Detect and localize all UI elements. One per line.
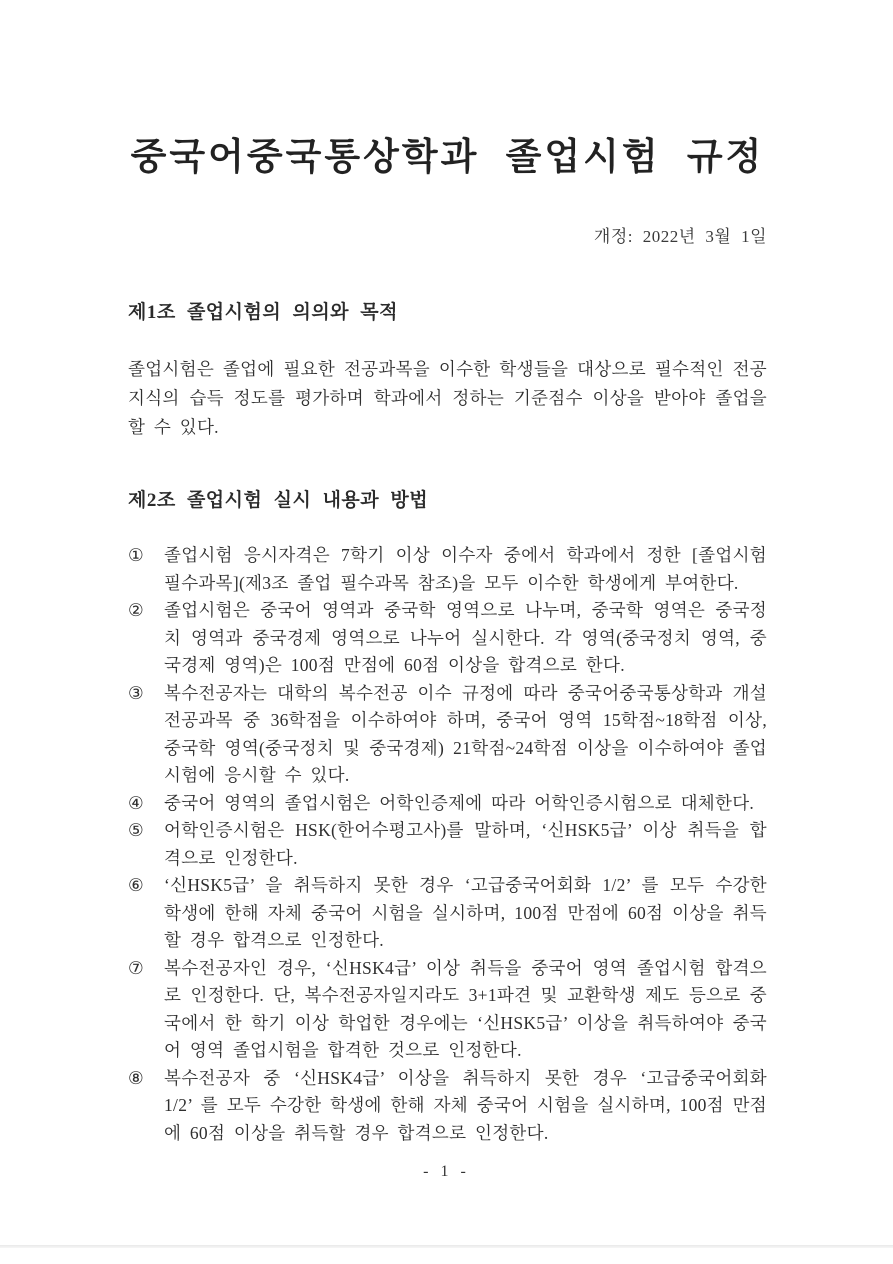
section-1-paragraph: 졸업시험은 졸업에 필요한 전공과목을 이수한 학생들을 대상으로 필수적인 전공지식의 습득 정도를 평가하며 학과에서 정하는 기준점수 이상을 받아야 졸업을 할 수 있다. — [128, 359, 767, 437]
list-item — [128, 955, 767, 1065]
list-item — [128, 872, 767, 955]
list-item — [128, 790, 767, 818]
list-item — [128, 817, 767, 872]
item-text: 복수전공자인 경우, ‘신HSK4급’ 이상 취득을 중국어 영역 졸업시험 합격으로 인정한다. 단, 복수전공자일지라도 3+1파견 및 교환학생 제도 등으로 중국에서 한 학기 이상 학업한 경우에는 ‘신HSK5급’ 이상을 취득하여야 중국어 영역 졸업시험을 합격한 것으로 인정한다. — [164, 957, 767, 1060]
revision-date: 개정: 2022년 3월 1일 — [593, 227, 767, 246]
item-marker: ① — [128, 545, 144, 565]
item-text: 복수전공자 중 ‘신HSK4급’ 이상을 취득하지 못한 경우 ‘고급중국어회화 1/2’ 를 모두 수강한 학생에 한해 자체 중국어 시험을 실시하며, 100점 만점에 60점 이상을 취득할 경우 합격으로 인정한다. — [164, 1067, 767, 1143]
item-marker: ⑦ — [128, 957, 144, 978]
numbered-list — [128, 542, 767, 1147]
item-text: ‘신HSK5급’ 을 취득하지 못한 경우 ‘고급중국어회화 1/2’ 를 모두 수강한 학생에 한해 자체 중국어 시험을 실시하며, 100점 만점에 60점 이상을 취득할 경우 합격으로 인정한다. — [164, 875, 767, 950]
scan-edge-artifact — [0, 1245, 893, 1248]
item-marker: ⑧ — [128, 1067, 144, 1088]
list-item — [128, 1065, 767, 1148]
list-item — [128, 597, 767, 680]
item-marker: ④ — [128, 792, 144, 813]
item-text: 어학인증시험은 HSK(한어수평고사)를 말하며, ‘신HSK5급’ 이상 취득을 합격으로 인정한다. — [164, 820, 767, 868]
item-text: 복수전공자는 대학의 복수전공 이수 규정에 따라 중국어중국통상학과 개설 전공과목 중 36학점을 이수하여야 하며, 중국어 영역 15학점~18학점 이상, 중국학 영역(중국정치 및 중국경제) 21학점~24학점 이상을 이수하여야 졸업시험에 응시할 수 있다. — [164, 682, 767, 785]
list-item — [128, 680, 767, 790]
item-marker: ⑤ — [128, 820, 144, 840]
item-marker: ③ — [128, 682, 144, 703]
list-item — [128, 542, 767, 597]
document-title: 중국어중국통상학과 졸업시험 규정 — [130, 137, 765, 178]
page-number-footer: - 1 - — [423, 1163, 470, 1180]
item-marker: ② — [128, 600, 144, 620]
section-2-heading: 제2조 졸업시험 실시 내용과 방법 — [128, 490, 429, 511]
item-text: 졸업시험은 중국어 영역과 중국학 영역으로 나누며, 중국학 영역은 중국정치 영역과 중국경제 영역으로 나누어 실시한다. 각 영역(중국정치 영역, 중국경제 영역)은 100점 만점에 60점 이상을 합격으로 한다. — [164, 600, 767, 675]
item-marker: ⑥ — [128, 875, 144, 895]
section-1-heading: 제1조 졸업시험의 의의와 목적 — [128, 302, 398, 323]
item-text: 중국어 영역의 졸업시험은 어학인증제에 따라 어학인증시험으로 대체한다. — [164, 792, 755, 813]
item-text: 졸업시험 응시자격은 7학기 이상 이수자 중에서 학과에서 정한 [졸업시험 필수과목](제3조 졸업 필수과목 참조)을 모두 이수한 학생에게 부여한다. — [164, 545, 767, 593]
